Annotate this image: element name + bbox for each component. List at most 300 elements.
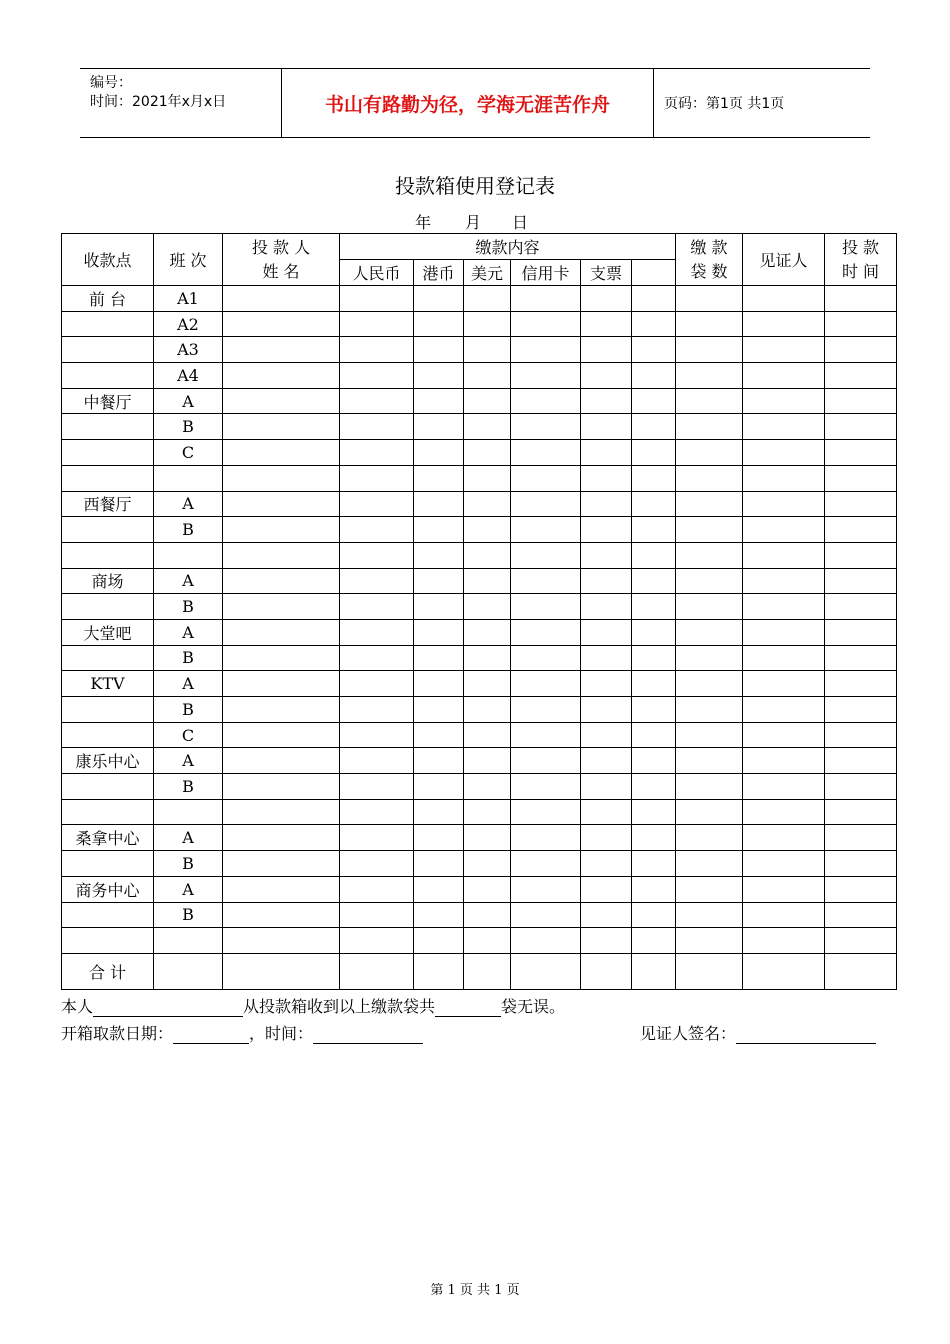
form-title: 投款箱使用登记表 xyxy=(395,174,555,198)
entry-cell[interactable] xyxy=(581,748,632,774)
entry-cell[interactable] xyxy=(632,286,676,312)
entry-cell[interactable] xyxy=(511,363,581,389)
receiver-name-field[interactable] xyxy=(93,1000,243,1017)
entry-cell[interactable] xyxy=(414,491,464,517)
entry-cell[interactable] xyxy=(414,774,464,800)
entry-cell[interactable] xyxy=(581,697,632,723)
entry-cell[interactable] xyxy=(414,619,464,645)
entry-cell[interactable] xyxy=(340,748,414,774)
entry-cell[interactable] xyxy=(464,671,511,697)
entry-cell[interactable] xyxy=(581,465,632,491)
footer-text-b: 从投款箱收到以上缴款袋共 xyxy=(243,997,436,1016)
entry-cell[interactable] xyxy=(340,440,414,466)
entry-cell[interactable] xyxy=(632,851,676,877)
table-row xyxy=(62,645,897,671)
entry-cell[interactable] xyxy=(581,594,632,620)
entry-cell[interactable] xyxy=(511,517,581,543)
footer-text-a: 本人 xyxy=(61,997,94,1016)
entry-cell[interactable] xyxy=(414,902,464,928)
entry-cell[interactable] xyxy=(464,697,511,723)
entry-cell[interactable] xyxy=(464,491,511,517)
entry-cell[interactable] xyxy=(743,465,825,491)
entry-cell[interactable] xyxy=(223,671,340,697)
entry-cell[interactable] xyxy=(223,388,340,414)
entry-cell[interactable] xyxy=(632,928,676,954)
table-row xyxy=(62,748,897,774)
entry-cell[interactable] xyxy=(414,876,464,902)
entry-cell[interactable] xyxy=(743,774,825,800)
entry-cell[interactable] xyxy=(511,568,581,594)
entry-cell[interactable] xyxy=(464,774,511,800)
entry-cell[interactable] xyxy=(223,825,340,851)
entry-cell[interactable] xyxy=(825,542,897,568)
witness-sign-field[interactable] xyxy=(736,1027,876,1044)
entry-cell[interactable] xyxy=(743,363,825,389)
entry-cell[interactable] xyxy=(676,517,743,543)
entry-cell[interactable] xyxy=(464,619,511,645)
entry-cell[interactable] xyxy=(676,542,743,568)
entry-cell[interactable] xyxy=(743,568,825,594)
entry-cell[interactable] xyxy=(825,928,897,954)
entry-cell[interactable] xyxy=(340,491,414,517)
entry-cell[interactable] xyxy=(676,645,743,671)
entry-cell[interactable] xyxy=(414,363,464,389)
entry-cell[interactable] xyxy=(676,363,743,389)
entry-cell[interactable] xyxy=(414,722,464,748)
total-cell[interactable] xyxy=(676,953,743,989)
entry-cell[interactable] xyxy=(825,465,897,491)
entry-cell[interactable] xyxy=(581,619,632,645)
entry-cell[interactable] xyxy=(743,928,825,954)
entry-cell[interactable] xyxy=(632,825,676,851)
entry-cell[interactable] xyxy=(581,722,632,748)
entry-cell[interactable] xyxy=(340,774,414,800)
entry-cell[interactable] xyxy=(581,337,632,363)
entry-cell[interactable] xyxy=(632,645,676,671)
table-row xyxy=(62,363,897,389)
entry-cell[interactable] xyxy=(825,697,897,723)
entry-cell[interactable] xyxy=(340,902,414,928)
entry-cell[interactable] xyxy=(632,774,676,800)
entry-cell[interactable] xyxy=(511,311,581,337)
entry-cell[interactable] xyxy=(464,902,511,928)
entry-cell[interactable] xyxy=(632,542,676,568)
entry-cell[interactable] xyxy=(223,799,340,825)
entry-cell[interactable] xyxy=(676,568,743,594)
entry-cell[interactable] xyxy=(464,517,511,543)
entry-cell[interactable] xyxy=(676,465,743,491)
entry-cell[interactable] xyxy=(511,748,581,774)
entry-cell[interactable] xyxy=(511,645,581,671)
entry-cell[interactable] xyxy=(743,697,825,723)
total-cell[interactable] xyxy=(581,953,632,989)
entry-cell[interactable] xyxy=(414,440,464,466)
entry-cell[interactable] xyxy=(223,363,340,389)
entry-cell[interactable] xyxy=(825,363,897,389)
entry-cell[interactable] xyxy=(676,722,743,748)
entry-cell[interactable] xyxy=(632,568,676,594)
entry-cell[interactable] xyxy=(414,465,464,491)
entry-cell[interactable] xyxy=(743,671,825,697)
total-cell[interactable] xyxy=(414,953,464,989)
cell-point: 前 台 xyxy=(62,286,154,312)
entry-cell[interactable] xyxy=(511,337,581,363)
entry-cell[interactable] xyxy=(676,876,743,902)
header-page-label: 页码：第1页 共1页 xyxy=(664,96,785,112)
entry-cell[interactable] xyxy=(581,851,632,877)
entry-cell[interactable] xyxy=(743,388,825,414)
entry-cell[interactable] xyxy=(223,645,340,671)
entry-cell[interactable] xyxy=(464,876,511,902)
entry-cell[interactable] xyxy=(414,542,464,568)
entry-cell[interactable] xyxy=(223,928,340,954)
total-cell[interactable] xyxy=(825,953,897,989)
entry-cell[interactable] xyxy=(743,517,825,543)
entry-cell[interactable] xyxy=(676,825,743,851)
entry-cell[interactable] xyxy=(223,748,340,774)
entry-cell[interactable] xyxy=(511,876,581,902)
entry-cell[interactable] xyxy=(743,876,825,902)
entry-cell[interactable] xyxy=(464,311,511,337)
entry-cell[interactable] xyxy=(511,851,581,877)
entry-cell[interactable] xyxy=(223,542,340,568)
entry-cell[interactable] xyxy=(464,722,511,748)
entry-cell[interactable] xyxy=(743,440,825,466)
entry-cell[interactable] xyxy=(223,722,340,748)
entry-cell[interactable] xyxy=(825,388,897,414)
entry-cell[interactable] xyxy=(825,825,897,851)
entry-cell[interactable] xyxy=(223,465,340,491)
open-time-field[interactable] xyxy=(313,1027,423,1044)
entry-cell[interactable] xyxy=(340,722,414,748)
entry-cell[interactable] xyxy=(743,619,825,645)
entry-cell[interactable] xyxy=(340,388,414,414)
entry-cell[interactable] xyxy=(632,594,676,620)
total-cell[interactable] xyxy=(464,953,511,989)
entry-cell[interactable] xyxy=(581,517,632,543)
entry-cell[interactable] xyxy=(340,671,414,697)
entry-cell[interactable] xyxy=(464,645,511,671)
entry-cell[interactable] xyxy=(676,671,743,697)
cell-point: 中餐厅 xyxy=(62,388,154,414)
entry-cell[interactable] xyxy=(464,388,511,414)
total-cell[interactable] xyxy=(632,953,676,989)
entry-cell[interactable] xyxy=(340,363,414,389)
entry-cell[interactable] xyxy=(464,799,511,825)
entry-cell[interactable] xyxy=(340,337,414,363)
open-date-field[interactable] xyxy=(173,1027,249,1044)
entry-cell[interactable] xyxy=(511,825,581,851)
entry-cell[interactable] xyxy=(464,286,511,312)
entry-cell[interactable] xyxy=(414,748,464,774)
table-row xyxy=(62,491,897,517)
register-table xyxy=(61,233,897,990)
date-month: 月 xyxy=(465,213,482,232)
entry-cell[interactable] xyxy=(676,337,743,363)
entry-cell[interactable] xyxy=(340,697,414,723)
entry-cell[interactable] xyxy=(743,722,825,748)
entry-cell[interactable] xyxy=(340,594,414,620)
entry-cell[interactable] xyxy=(632,337,676,363)
entry-cell[interactable] xyxy=(511,465,581,491)
entry-cell[interactable] xyxy=(223,697,340,723)
entry-cell[interactable] xyxy=(676,748,743,774)
entry-cell[interactable] xyxy=(825,619,897,645)
cell-shift: A xyxy=(154,388,223,414)
entry-cell[interactable] xyxy=(825,774,897,800)
entry-cell[interactable] xyxy=(464,825,511,851)
entry-cell[interactable] xyxy=(743,902,825,928)
entry-cell[interactable] xyxy=(676,697,743,723)
entry-cell[interactable] xyxy=(676,774,743,800)
entry-cell[interactable] xyxy=(340,311,414,337)
entry-cell[interactable] xyxy=(676,440,743,466)
entry-cell[interactable] xyxy=(581,902,632,928)
entry-cell[interactable] xyxy=(223,594,340,620)
entry-cell[interactable] xyxy=(825,799,897,825)
entry-cell[interactable] xyxy=(414,645,464,671)
entry-cell[interactable] xyxy=(464,465,511,491)
entry-cell[interactable] xyxy=(223,311,340,337)
entry-cell[interactable] xyxy=(581,363,632,389)
entry-cell[interactable] xyxy=(223,902,340,928)
entry-cell[interactable] xyxy=(464,928,511,954)
entry-cell[interactable] xyxy=(414,851,464,877)
cell-shift: A xyxy=(154,619,223,645)
entry-cell[interactable] xyxy=(632,440,676,466)
entry-cell[interactable] xyxy=(743,491,825,517)
entry-cell[interactable] xyxy=(511,594,581,620)
entry-cell[interactable] xyxy=(825,748,897,774)
total-cell[interactable] xyxy=(340,953,414,989)
entry-cell[interactable] xyxy=(632,619,676,645)
entry-cell[interactable] xyxy=(223,851,340,877)
total-cell[interactable] xyxy=(223,953,340,989)
entry-cell[interactable] xyxy=(414,517,464,543)
entry-cell[interactable] xyxy=(464,542,511,568)
entry-cell[interactable] xyxy=(223,517,340,543)
entry-cell[interactable] xyxy=(581,799,632,825)
total-cell[interactable] xyxy=(511,953,581,989)
table-row xyxy=(62,671,897,697)
entry-cell[interactable] xyxy=(743,542,825,568)
entry-cell[interactable] xyxy=(743,645,825,671)
entry-cell[interactable] xyxy=(632,697,676,723)
entry-cell[interactable] xyxy=(676,286,743,312)
entry-cell[interactable] xyxy=(676,902,743,928)
entry-cell[interactable] xyxy=(581,928,632,954)
entry-cell[interactable] xyxy=(825,286,897,312)
entry-cell[interactable] xyxy=(581,311,632,337)
header-usd: 美元 xyxy=(464,260,511,286)
entry-cell[interactable] xyxy=(340,286,414,312)
entry-cell[interactable] xyxy=(340,928,414,954)
entry-cell[interactable] xyxy=(414,697,464,723)
entry-cell[interactable] xyxy=(414,671,464,697)
cell-point: 商场 xyxy=(62,568,154,594)
entry-cell[interactable] xyxy=(511,542,581,568)
entry-cell[interactable] xyxy=(632,902,676,928)
entry-cell[interactable] xyxy=(825,491,897,517)
header-slogan: 书山有路勤为径，学海无涯苦作舟 xyxy=(282,69,654,137)
entry-cell[interactable] xyxy=(340,465,414,491)
entry-cell[interactable] xyxy=(825,440,897,466)
entry-cell[interactable] xyxy=(743,337,825,363)
entry-cell[interactable] xyxy=(581,825,632,851)
entry-cell[interactable] xyxy=(632,748,676,774)
entry-cell[interactable] xyxy=(825,337,897,363)
entry-cell[interactable] xyxy=(743,748,825,774)
entry-cell[interactable] xyxy=(414,388,464,414)
entry-cell[interactable] xyxy=(743,825,825,851)
entry-cell[interactable] xyxy=(414,337,464,363)
entry-cell[interactable] xyxy=(511,799,581,825)
entry-cell[interactable] xyxy=(581,414,632,440)
entry-cell[interactable] xyxy=(340,568,414,594)
entry-cell[interactable] xyxy=(825,876,897,902)
entry-cell[interactable] xyxy=(223,876,340,902)
entry-cell[interactable] xyxy=(511,619,581,645)
entry-cell[interactable] xyxy=(414,928,464,954)
entry-cell[interactable] xyxy=(676,491,743,517)
entry-cell[interactable] xyxy=(825,645,897,671)
entry-cell[interactable] xyxy=(825,311,897,337)
entry-cell[interactable] xyxy=(632,671,676,697)
entry-cell[interactable] xyxy=(581,876,632,902)
entry-cell[interactable] xyxy=(676,414,743,440)
entry-cell[interactable] xyxy=(581,286,632,312)
entry-cell[interactable] xyxy=(581,491,632,517)
entry-cell[interactable] xyxy=(511,491,581,517)
entry-cell[interactable] xyxy=(632,491,676,517)
entry-cell[interactable] xyxy=(223,774,340,800)
entry-cell[interactable] xyxy=(581,388,632,414)
entry-cell[interactable] xyxy=(676,851,743,877)
entry-cell[interactable] xyxy=(632,363,676,389)
entry-cell[interactable] xyxy=(464,568,511,594)
total-cell[interactable] xyxy=(743,953,825,989)
entry-cell[interactable] xyxy=(632,876,676,902)
entry-cell[interactable] xyxy=(223,337,340,363)
entry-cell[interactable] xyxy=(414,286,464,312)
cell-shift: A1 xyxy=(154,286,223,312)
entry-cell[interactable] xyxy=(632,311,676,337)
entry-cell[interactable] xyxy=(414,311,464,337)
entry-cell[interactable] xyxy=(464,414,511,440)
entry-cell[interactable] xyxy=(581,568,632,594)
entry-cell[interactable] xyxy=(223,491,340,517)
entry-cell[interactable] xyxy=(511,388,581,414)
entry-cell[interactable] xyxy=(340,517,414,543)
entry-cell[interactable] xyxy=(414,799,464,825)
entry-cell[interactable] xyxy=(464,594,511,620)
header-time xyxy=(825,234,897,286)
entry-cell[interactable] xyxy=(743,414,825,440)
entry-cell[interactable] xyxy=(676,928,743,954)
entry-cell[interactable] xyxy=(340,825,414,851)
entry-cell[interactable] xyxy=(743,799,825,825)
table-row xyxy=(62,337,897,363)
entry-cell[interactable] xyxy=(581,542,632,568)
entry-cell[interactable] xyxy=(223,568,340,594)
entry-cell[interactable] xyxy=(632,388,676,414)
entry-cell[interactable] xyxy=(511,774,581,800)
entry-cell[interactable] xyxy=(511,722,581,748)
cell-point xyxy=(62,594,154,620)
entry-cell[interactable] xyxy=(464,851,511,877)
entry-cell[interactable] xyxy=(743,311,825,337)
entry-cell[interactable] xyxy=(632,799,676,825)
entry-cell[interactable] xyxy=(825,902,897,928)
entry-cell[interactable] xyxy=(825,568,897,594)
entry-cell[interactable] xyxy=(223,286,340,312)
entry-cell[interactable] xyxy=(632,722,676,748)
entry-cell[interactable] xyxy=(511,440,581,466)
entry-cell[interactable] xyxy=(676,619,743,645)
entry-cell[interactable] xyxy=(676,799,743,825)
entry-cell[interactable] xyxy=(676,311,743,337)
total-cell[interactable] xyxy=(154,953,223,989)
entry-cell[interactable] xyxy=(340,851,414,877)
entry-cell[interactable] xyxy=(581,645,632,671)
entry-cell[interactable] xyxy=(511,928,581,954)
entry-cell[interactable] xyxy=(340,799,414,825)
entry-cell[interactable] xyxy=(464,748,511,774)
entry-cell[interactable] xyxy=(581,671,632,697)
entry-cell[interactable] xyxy=(223,440,340,466)
entry-cell[interactable] xyxy=(676,388,743,414)
entry-cell[interactable] xyxy=(825,414,897,440)
header-hkd: 港币 xyxy=(414,260,464,286)
entry-cell[interactable] xyxy=(676,594,743,620)
entry-cell[interactable] xyxy=(511,286,581,312)
entry-cell[interactable] xyxy=(340,414,414,440)
entry-cell[interactable] xyxy=(464,440,511,466)
entry-cell[interactable] xyxy=(414,594,464,620)
entry-cell[interactable] xyxy=(825,722,897,748)
entry-cell[interactable] xyxy=(464,363,511,389)
entry-cell[interactable] xyxy=(632,414,676,440)
entry-cell[interactable] xyxy=(511,671,581,697)
entry-cell[interactable] xyxy=(511,697,581,723)
entry-cell[interactable] xyxy=(464,337,511,363)
entry-cell[interactable] xyxy=(414,825,464,851)
entry-cell[interactable] xyxy=(581,774,632,800)
bag-count-field[interactable] xyxy=(435,1000,501,1017)
cell-shift: B xyxy=(154,902,223,928)
entry-cell[interactable] xyxy=(825,851,897,877)
entry-cell[interactable] xyxy=(414,568,464,594)
entry-cell[interactable] xyxy=(825,594,897,620)
entry-cell[interactable] xyxy=(223,414,340,440)
entry-cell[interactable] xyxy=(340,619,414,645)
entry-cell[interactable] xyxy=(340,645,414,671)
entry-cell[interactable] xyxy=(743,286,825,312)
entry-cell[interactable] xyxy=(825,671,897,697)
entry-cell[interactable] xyxy=(511,414,581,440)
entry-cell[interactable] xyxy=(414,414,464,440)
entry-cell[interactable] xyxy=(223,619,340,645)
entry-cell[interactable] xyxy=(581,440,632,466)
entry-cell[interactable] xyxy=(511,902,581,928)
entry-cell[interactable] xyxy=(340,542,414,568)
entry-cell[interactable] xyxy=(743,594,825,620)
entry-cell[interactable] xyxy=(825,517,897,543)
entry-cell[interactable] xyxy=(340,876,414,902)
entry-cell[interactable] xyxy=(632,517,676,543)
entry-cell[interactable] xyxy=(743,851,825,877)
entry-cell[interactable] xyxy=(632,465,676,491)
